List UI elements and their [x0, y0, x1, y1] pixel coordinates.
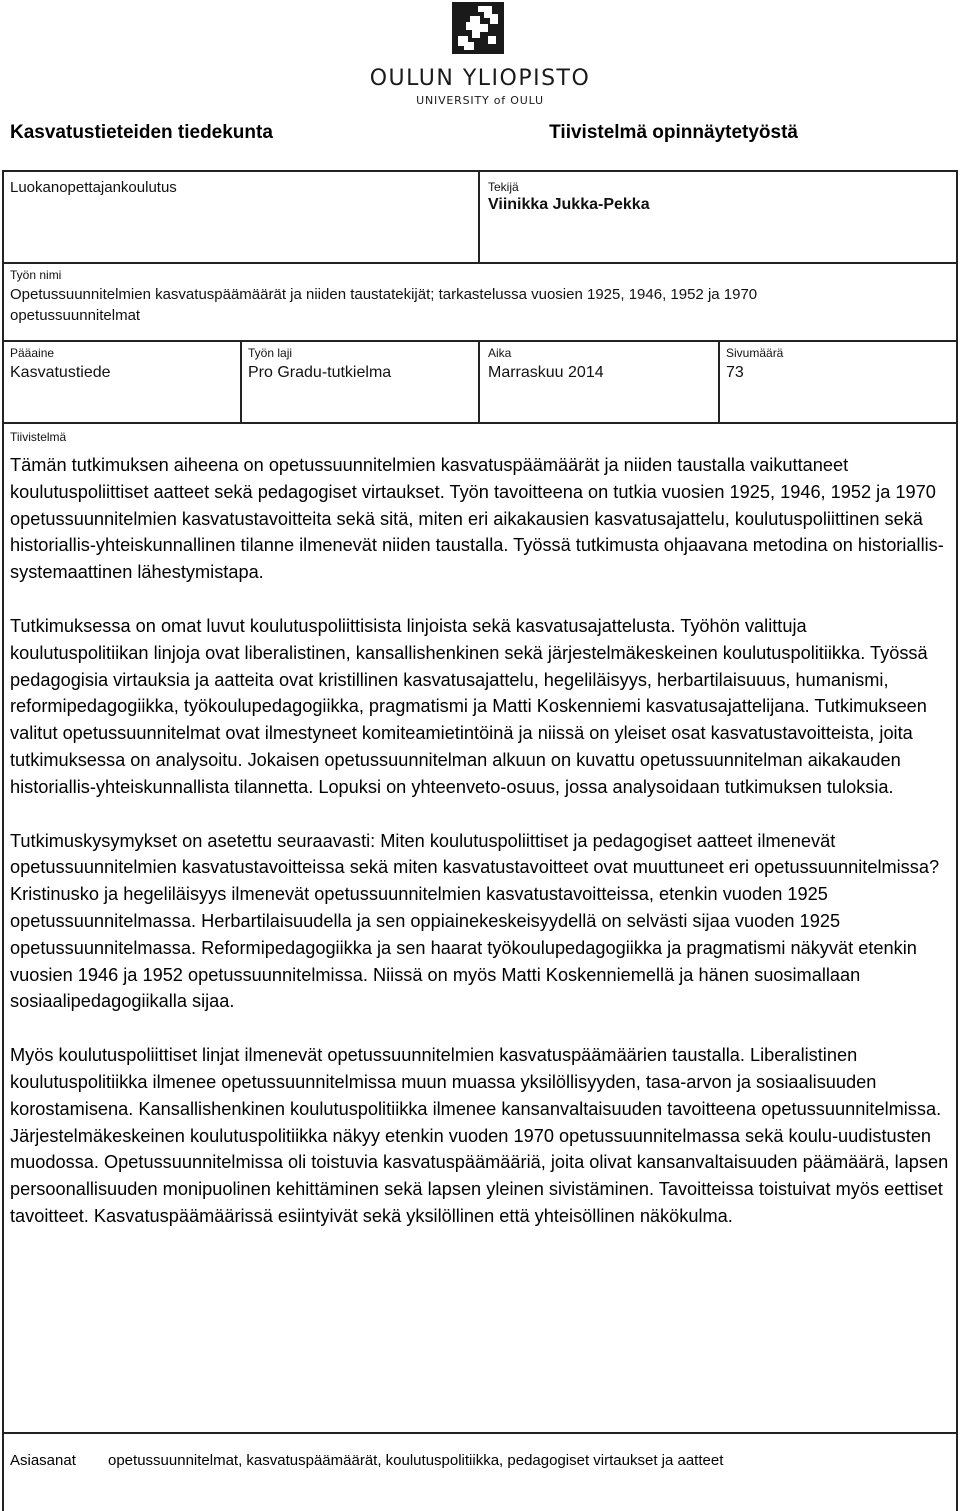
column-divider [240, 342, 242, 422]
major-value: Kasvatustiede [10, 364, 111, 381]
row-details [2, 340, 958, 422]
title-line-1: Opetussuunnitelmien kasvatuspäämäärät ja niiden taustatekijät; tarkastelussa vuosien 1925, 1946, 1952 ja 1970 [10, 286, 758, 303]
row-department-author [2, 170, 958, 262]
abstract-body [10, 452, 950, 1257]
abstract-form [2, 170, 958, 1511]
pages-label: Sivumäärä [726, 346, 784, 360]
university-emblem-icon [452, 2, 504, 54]
document-type-title: Tiivistelmä opinnäytetyöstä [549, 122, 798, 143]
row-keywords [2, 1432, 958, 1511]
department-value: Luokanopettajankoulutus [10, 179, 177, 196]
abstract-paragraph: Myös koulutuspoliittiset linjat ilmenevät opetussuunnitelmien kasvatuspäämäärien taustalla. Liberalistinen koulutuspolitiikka ilmenee opetussuunnitelmissa muun muassa yksilöllisyyden, tasa-arvon ja sosiaalisuuden korostamisena. Kansallishenkinen koulutuspolitiikka ilmenee kansanvaltaisuuden tavoitteena opetussuunnitelmissa. Järjestelmäkeskeinen koulutuspolitiikka näkyy etenkin vuoden 1970 opetussuunnitelmassa sekä koulu-uudistusten muodossa. Opetussuunnitelmissa oli toistuvia kasvatuspäämääriä, joita olivat kansanvaltaisuuden päämäärä, lapsen persoonallisuuden monipuolinen kehittäminen sekä lapsen yleinen sivistäminen. Tavoitteissa toistuivat myös eettiset tavoitteet. Kasvatuspäämäärissä esiintyivät sekä yksilöllinen että yhteisöllinen näkökulma. [10, 1045, 949, 1226]
date-value: Marraskuu 2014 [488, 364, 604, 381]
abstract-paragraph: Tutkimuskysymykset on asetettu seuraavasti: Miten koulutuspoliittiset ja pedagogiset aatteet ilmenevät opetussuunnitelmien kasvatustavoitteissa sekä miten kasvatustavoitteet ovat muuttuneet eri opetussuunnitelmissa? Kristinusko ja hegeliläisyys ilmenevät opetussuunnitelmien kasvatustavoitteissa, etenkin vuoden 1925 opetussuunnitelmassa. Herbartilaisuudella ja sen oppiainekeskeisyydellä on selvästi sijaa vuoden 1925 opetussuunnitelmassa. Reformipedagogiikka ja sen haarat työkoulupedagogiikka ja pragmatismi näkyvät etenkin vuosien 1946 ja 1952 opetussuunnitelmissa. Niissä on myös Matti Koskenniemellä ja hänen suosimallaan sosiaalipedagogiikalla sijaa. [10, 830, 940, 1012]
author-value: Viinikka Jukka-Pekka [488, 196, 650, 213]
abstract-label: Tiivistelmä [10, 430, 67, 444]
abstract-paragraph: Tämän tutkimuksen aiheena on opetussuunnitelmien kasvatuspäämäärät ja niiden taustalla vaikuttaneet koulutuspoliittiset aatteet sekä pedagogiset virtaukset. Työn tavoitteena on tutkia vuosien 1925, 1946, 1952 ja 1970 opetussuunnitelmien kasvatustavoitteita sekä sitä, miten eri aikakausien kasvatusajattelu, koulutuspoliittinen sekä historiallis-yhteiskunnallinen tilanne ilmenevät niiden taustalla. Työssä tutkimusta ohjaavana metodina on historiallis-systemaattinen lähestymistapa. [10, 455, 944, 583]
row-title [2, 262, 958, 340]
major-label: Pääaine [10, 346, 55, 360]
title-label: Työn nimi [10, 268, 62, 282]
keywords-value: opetussuunnitelmat, kasvatuspäämäärät, koulutuspolitiikka, pedagogiset virtaukset ja aatteet [108, 1452, 724, 1469]
university-name: OULUN YLIOPISTO [369, 66, 591, 91]
column-divider [478, 172, 480, 262]
keywords-label: Asiasanat [10, 1452, 76, 1469]
work-type-label: Työn laji [248, 346, 293, 360]
abstract-paragraph: Tutkimuksessa on omat luvut koulutuspoliittisista linjoista sekä kasvatusajattelusta. Työhön valittuja koulutuspolitiikan linjoja ovat liberalistinen, kansallishenkinen sekä järjestelmäkeskeinen koulutuspolitiikka. Työssä pedagogisia virtauksia ja aatteita ovat kristillinen kasvatusajattelu, hegeliläisyys, herbartilaisuuus, humanismi, reformipedagogiikka, työkoulupedagogiikka, pragmatismi ja Matti Koskenniemi kasvatusajattelijana. Tutkimukseen valitut opetussuunnitelmat ovat ilmestyneet komiteamietintöinä ja niissä on yleiset osat kasvatustavoitteista, joita tutkimuksessa on analysoitu. Jokaisen opetussuunnitelman alkuun on kuvattu opetussuunnitelman aikakauden historiallis-yhteiskunnallista tilannetta. Lopuksi on yhteenveto-osuus, jossa analysoidaan tutkimuksen tuloksia. [10, 615, 928, 797]
university-subtitle: UNIVERSITY of OULU [416, 94, 544, 107]
row-abstract [2, 422, 958, 1432]
column-divider [718, 342, 720, 422]
author-label: Tekijä [488, 180, 519, 194]
date-label: Aika [488, 346, 512, 360]
pages-value: 73 [726, 364, 744, 381]
university-logo [360, 2, 600, 110]
column-divider [478, 342, 480, 422]
faculty-title: Kasvatustieteiden tiedekunta [10, 122, 273, 143]
title-line-2: opetussuunnitelmat [10, 307, 141, 324]
work-type-value: Pro Gradu-tutkielma [248, 364, 392, 381]
